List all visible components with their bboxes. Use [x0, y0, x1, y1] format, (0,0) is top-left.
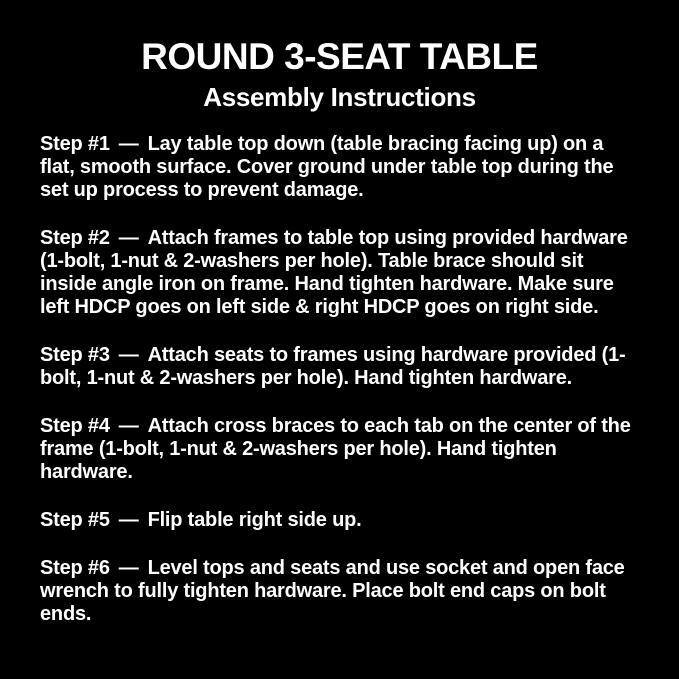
steps-list	[40, 133, 639, 626]
step-dash: —	[118, 133, 139, 156]
step-text: Attach cross braces to each tab on the center of the frame (1-bolt, 1-nut & 2-washers per hole). Hand tighten hardware.	[40, 415, 631, 484]
step-label: Step #3	[40, 344, 110, 367]
step-text: Lay table top down (table bracing facing up) on a flat, smooth surface. Cover ground under table top during the set up process to prevent damage.	[40, 133, 614, 202]
step-dash: —	[118, 344, 139, 367]
step-label: Step #2	[40, 227, 110, 250]
step-item-2	[40, 227, 639, 319]
step-dash: —	[118, 509, 139, 532]
page-subtitle: Assembly Instructions	[203, 81, 476, 112]
step-item-6	[40, 557, 639, 626]
step-item-4	[40, 415, 639, 484]
step-label: Step #5	[40, 509, 110, 532]
step-label: Step #1	[40, 133, 110, 156]
step-text: Attach seats to frames using hardware provided (1-bolt, 1-nut & 2-washers per hole). Hand tighten hardware.	[40, 344, 626, 390]
step-label: Step #4	[40, 415, 110, 438]
page-title: ROUND 3-SEAT TABLE	[141, 36, 538, 77]
step-dash: —	[118, 415, 139, 438]
step-dash: —	[118, 227, 139, 250]
step-text: Flip table right side up.	[147, 509, 362, 532]
step-text: Level tops and seats and use socket and open face wrench to fully tighten hardware. Place bolt end caps on bolt ends.	[40, 557, 625, 626]
step-dash: —	[118, 557, 139, 580]
step-item-5	[40, 509, 639, 532]
step-text: Attach frames to table top using provided hardware (1-bolt, 1-nut & 2-washers per hole). Table brace should sit inside angle iron on frame. Hand tighten hardware. Make sure left HDCP goes on left side & right HDCP goes on right side.	[40, 227, 628, 319]
step-item-3	[40, 344, 639, 390]
step-label: Step #6	[40, 557, 110, 580]
step-item-1	[40, 133, 639, 202]
